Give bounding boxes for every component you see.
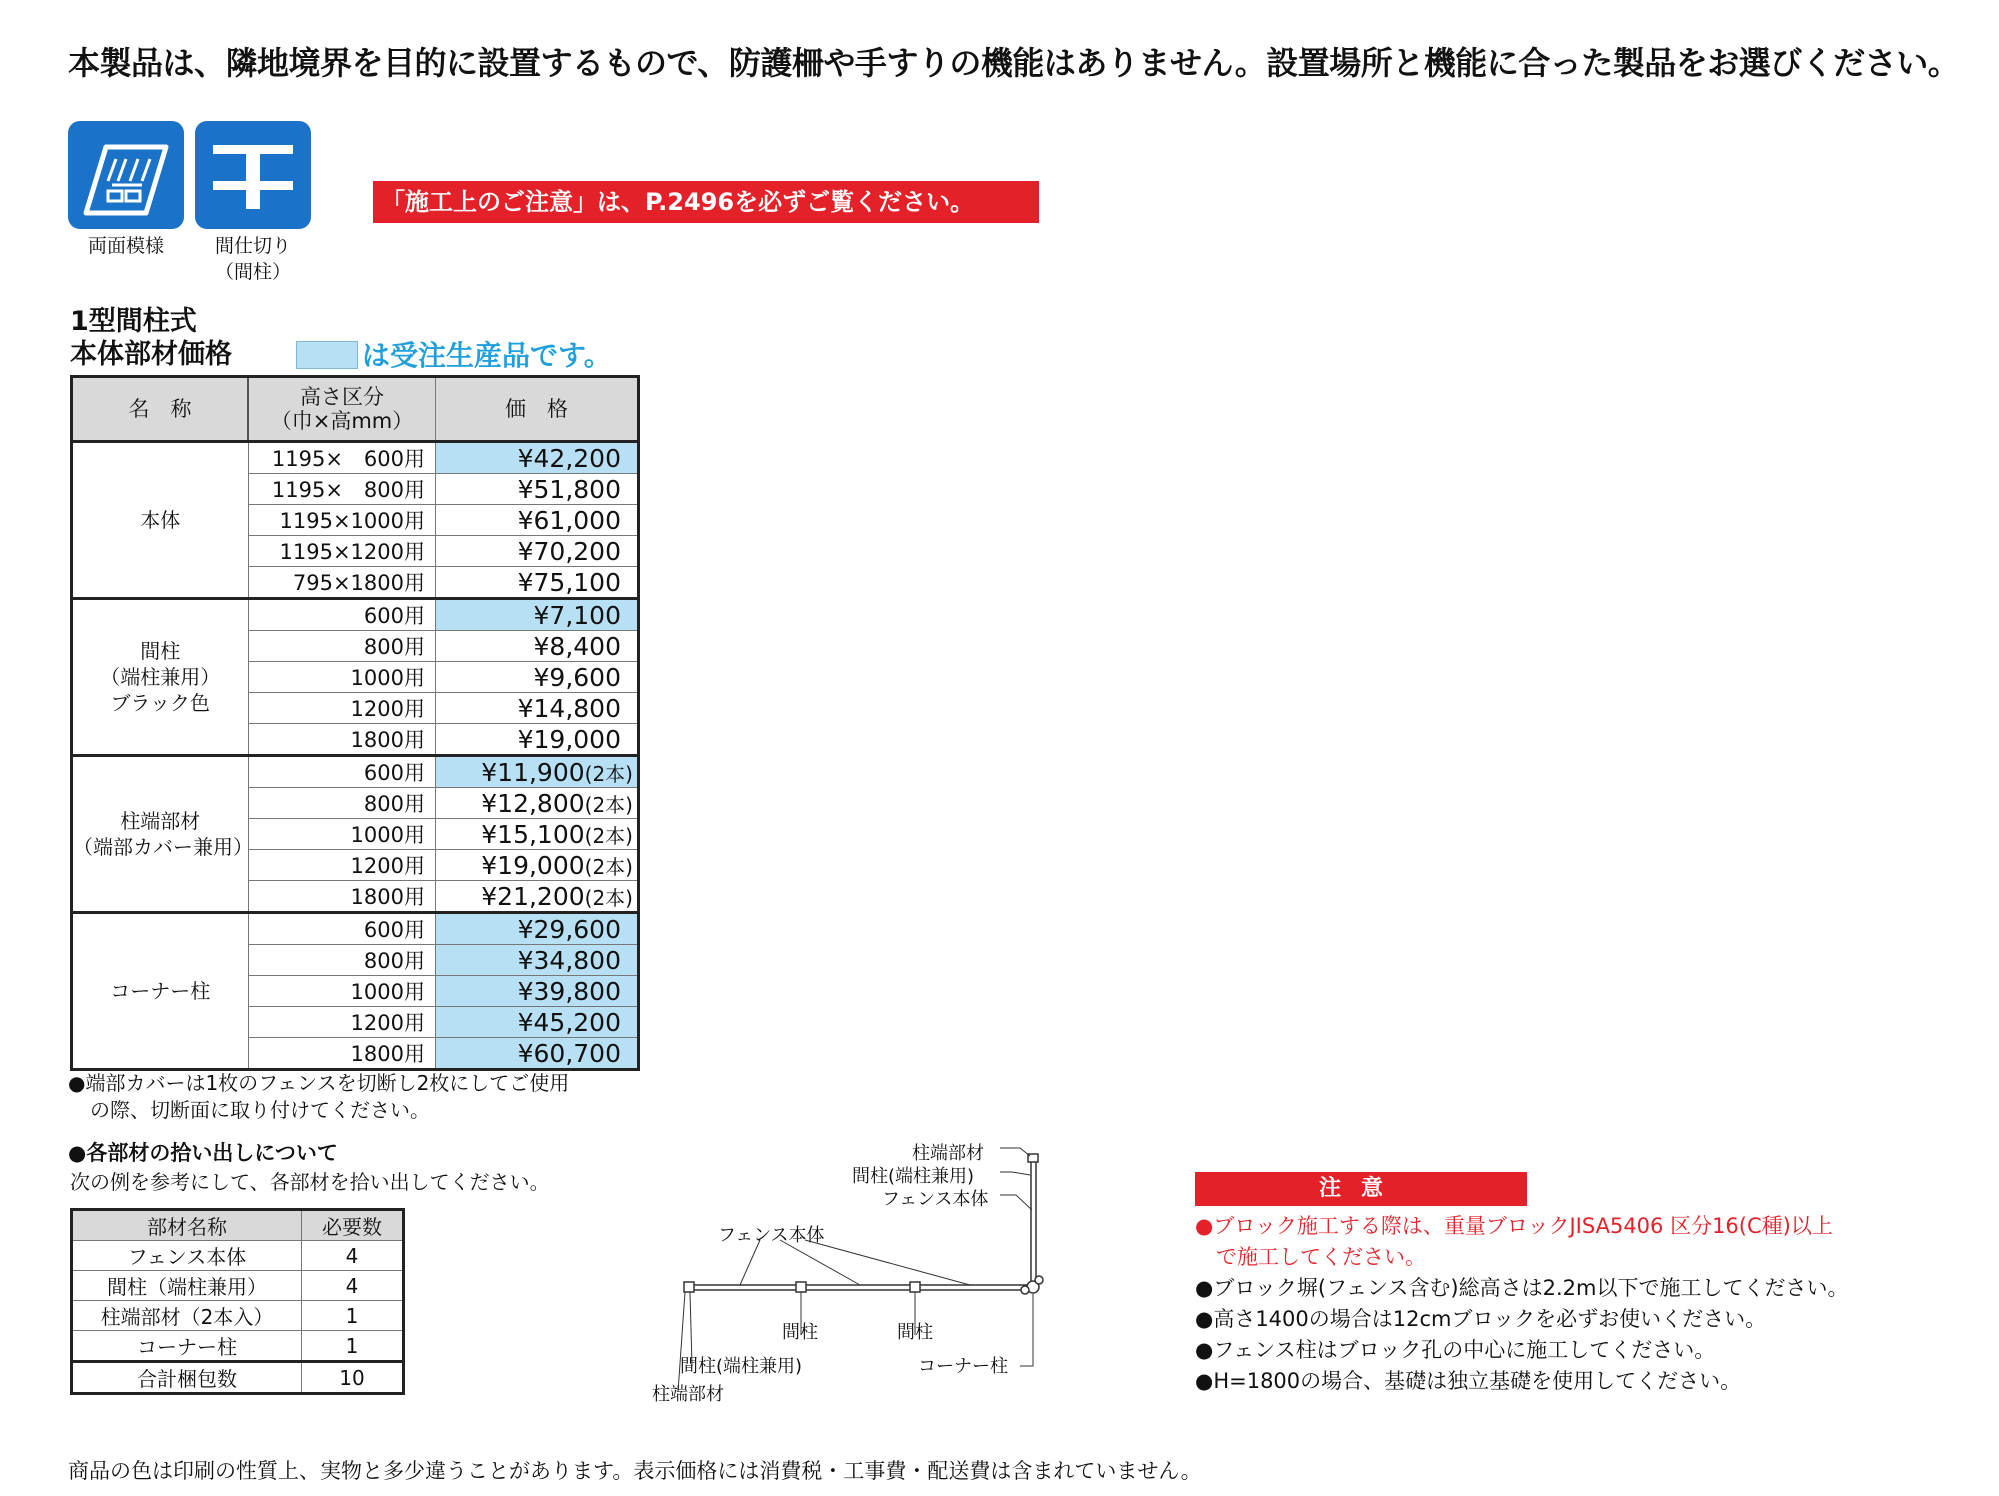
caution-line: で施工してください。	[1195, 1245, 1426, 1269]
size-cell: 1200用	[248, 850, 436, 881]
count-total-row	[72, 1362, 404, 1394]
pack-quantity: (2本)	[584, 761, 633, 786]
price-cell	[436, 474, 639, 505]
price-cell	[436, 599, 639, 631]
price-cell	[436, 819, 639, 850]
size-cell: 800用	[248, 945, 436, 976]
price-table	[70, 375, 640, 1071]
diagram-label-end-member-bottom: 柱端部材	[652, 1384, 724, 1405]
caution-line: ●フェンス柱はブロック孔の中心に施工してください。	[1195, 1338, 1716, 1362]
price-value: ¥39,800	[517, 976, 621, 1006]
pack-quantity: (2本)	[584, 854, 633, 879]
count-cell-qty: 4	[302, 1241, 404, 1271]
caution-list	[1195, 1211, 1848, 1397]
price-cell	[436, 693, 639, 724]
icon-label-double-sided: 両面模様	[87, 235, 164, 257]
price-value: ¥19,000	[517, 724, 621, 754]
size-cell: 1200用	[248, 1007, 436, 1038]
count-cell-qty: 1	[302, 1331, 404, 1362]
note-cover-line1: ●端部カバーは1枚のフェンスを切断し2枚にしてご使用	[68, 1071, 570, 1095]
price-value: ¥15,100	[481, 819, 585, 849]
price-value: ¥61,000	[517, 505, 621, 535]
diagram-label-post-bottom: 間柱(端柱兼用)	[680, 1356, 803, 1377]
price-value: ¥9,600	[533, 662, 621, 692]
product-name-line: 柱端部材	[120, 809, 201, 833]
count-cell-qty: 4	[302, 1271, 404, 1301]
size-cell: 800用	[248, 631, 436, 662]
product-name-cell	[72, 599, 249, 756]
price-cell	[436, 567, 639, 599]
count-cell-name: コーナー柱	[72, 1331, 302, 1362]
size-cell: 1000用	[248, 662, 436, 693]
count-total-value: 10	[302, 1362, 404, 1394]
price-cell	[436, 913, 639, 945]
count-row	[72, 1331, 404, 1362]
price-value: ¥14,800	[517, 693, 621, 723]
size-cell: 1800用	[248, 1038, 436, 1070]
price-value: ¥45,200	[517, 1007, 621, 1037]
price-cell	[436, 1007, 639, 1038]
size-cell: 600用	[248, 756, 436, 788]
price-cell	[436, 945, 639, 976]
pickup-subtitle: 次の例を参考にして、各部材を拾い出してください。	[70, 1170, 550, 1194]
pack-quantity: (2本)	[584, 885, 633, 910]
price-value: ¥21,200	[481, 881, 585, 911]
caution-line: ●高さ1400の場合は12cmブロックを必ずお使いください。	[1195, 1307, 1767, 1331]
price-cell	[436, 850, 639, 881]
footer-disclaimer: 商品の色は印刷の性質上、実物と多少違うことがあります。表示価格には消費税・工事費・配送費は含まれていません。	[68, 1459, 1202, 1483]
price-table-body	[72, 442, 639, 1070]
pack-quantity: (2本)	[584, 823, 633, 848]
price-value: ¥42,200	[517, 443, 621, 473]
price-value: ¥7,100	[533, 600, 621, 630]
construction-notice-banner: 「施工上のご注意」は、P.2496を必ずご覧ください。	[373, 181, 1039, 223]
double-sided-pattern-icon	[68, 121, 184, 229]
note-cover-line2: の際、切断面に取り付けてください。	[90, 1098, 430, 1122]
pickup-title: ●各部材の拾い出しについて	[68, 1141, 338, 1165]
price-row	[72, 442, 639, 474]
header-size-line2: （巾×高mm）	[270, 409, 414, 433]
price-cell	[436, 536, 639, 567]
count-row	[72, 1271, 404, 1301]
diagram-label-corner: コーナー柱	[918, 1356, 1008, 1377]
price-row	[72, 913, 639, 945]
count-cell-name: フェンス本体	[72, 1241, 302, 1271]
header-size-line1: 高さ区分	[300, 385, 384, 409]
size-cell: 795×1800用	[248, 567, 436, 599]
count-total-label: 合計梱包数	[72, 1362, 302, 1394]
size-cell: 1000用	[248, 819, 436, 850]
size-cell: 1195× 600用	[248, 442, 436, 474]
size-cell: 1000用	[248, 976, 436, 1007]
price-cell	[436, 724, 639, 756]
size-cell: 600用	[248, 599, 436, 631]
product-name-cell	[72, 756, 253, 913]
size-cell: 1800用	[248, 724, 436, 756]
diagram-label-post-top: 間柱(端柱兼用)	[852, 1166, 975, 1187]
pack-quantity: (2本)	[584, 792, 633, 817]
icon-sublabel-partition: （間柱）	[214, 261, 291, 283]
size-cell: 800用	[248, 788, 436, 819]
size-cell: 600用	[248, 913, 436, 945]
price-cell	[436, 505, 639, 536]
made-to-order-legend: は受注生産品です。	[362, 339, 612, 372]
product-name-line: 本体	[140, 508, 181, 532]
section-title-price: 本体部材価格	[70, 339, 232, 370]
product-name-line: 間柱	[140, 639, 181, 663]
price-value: ¥11,900	[481, 757, 585, 787]
price-value: ¥60,700	[517, 1038, 621, 1068]
top-warning: 本製品は、隣地境界を目的に設置するもので、防護柵や手すりの機能はありません。設置場所と機能に合った製品をお選びください。	[68, 44, 1960, 82]
caution-line: ●ブロック塀(フェンス含む)総高さは2.2m以下で施工してください。	[1195, 1276, 1849, 1300]
price-value: ¥51,800	[517, 474, 621, 504]
price-cell	[436, 756, 639, 788]
count-cell-qty: 1	[302, 1301, 404, 1331]
price-cell	[436, 631, 639, 662]
diagram-label-fence-top: フェンス本体	[882, 1189, 989, 1210]
count-cell-name: 間柱（端柱兼用）	[72, 1271, 302, 1301]
price-cell	[436, 976, 639, 1007]
caution-line: ●H=1800の場合、基礎は独立基礎を使用してください。	[1195, 1369, 1742, 1393]
partition-post-icon	[195, 121, 311, 229]
count-row	[72, 1301, 404, 1331]
size-cell: 1200用	[248, 693, 436, 724]
price-value: ¥70,200	[517, 536, 621, 566]
price-cell	[436, 662, 639, 693]
count-row	[72, 1241, 404, 1271]
price-value: ¥12,800	[481, 788, 585, 818]
price-cell	[436, 442, 639, 474]
price-value: ¥34,800	[517, 945, 621, 975]
count-cell-name: 柱端部材（2本入）	[72, 1301, 302, 1331]
header-size	[248, 377, 436, 442]
diagram-label-post-b: 間柱	[897, 1322, 933, 1343]
size-cell: 1195×1200用	[248, 536, 436, 567]
price-row	[72, 599, 639, 631]
caution-line: ●ブロック施工する際は、重量ブロックJISA5406 区分16(C種)以上	[1195, 1214, 1833, 1238]
price-value: ¥8,400	[533, 631, 621, 661]
made-to-order-swatch	[296, 341, 358, 369]
count-table	[70, 1208, 405, 1395]
caution-heading: 注意	[1195, 1172, 1527, 1206]
price-value: ¥19,000	[481, 850, 585, 880]
size-cell: 1195× 800用	[248, 474, 436, 505]
size-cell: 1195×1000用	[248, 505, 436, 536]
product-name-line: （端部カバー兼用）	[73, 835, 253, 859]
diagram-label-end-member-top: 柱端部材	[912, 1143, 984, 1164]
product-name-cell	[72, 442, 249, 599]
price-cell	[436, 881, 639, 913]
section-title-type: 1型間柱式	[70, 306, 197, 337]
product-name-cell	[72, 913, 249, 1070]
price-value: ¥75,100	[517, 567, 621, 597]
product-name-line: コーナー柱	[110, 979, 211, 1003]
product-name-line: ブラック色	[110, 691, 211, 715]
icon-label-partition: 間仕切り	[214, 235, 291, 257]
header-price: 価 格	[436, 377, 639, 442]
product-name-line: （端柱兼用）	[100, 665, 221, 689]
price-row	[72, 756, 639, 788]
count-header-qty: 必要数	[302, 1210, 404, 1241]
count-header-name: 部材名称	[72, 1210, 302, 1241]
header-name: 名 称	[72, 377, 249, 442]
size-cell: 1800用	[248, 881, 436, 913]
diagram-label-fence-mid: フェンス本体	[718, 1225, 825, 1246]
price-value: ¥29,600	[517, 914, 621, 944]
price-cell	[436, 788, 639, 819]
price-cell	[436, 1038, 639, 1070]
diagram-label-post-a: 間柱	[782, 1322, 818, 1343]
